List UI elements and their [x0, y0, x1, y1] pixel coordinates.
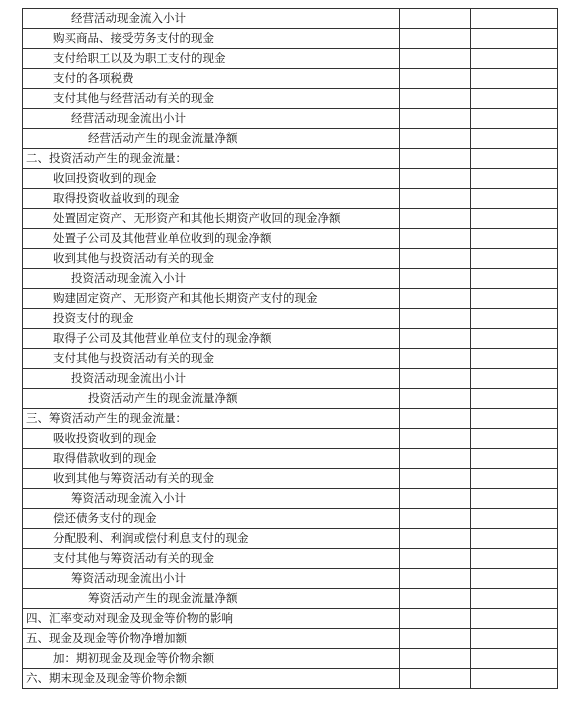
table-row: [23, 129, 558, 149]
row-label: 三、筹资活动产生的现金流量：: [23, 409, 400, 429]
current-period-cell: [400, 409, 471, 429]
table-row: [23, 489, 558, 509]
table-row: [23, 69, 558, 89]
row-label: 偿还债务支付的现金: [23, 509, 400, 529]
prior-period-cell: [471, 649, 558, 669]
row-label: 经营活动产生的现金流量净额: [23, 129, 400, 149]
table-row: [23, 469, 558, 489]
prior-period-cell: [471, 29, 558, 49]
current-period-cell: [400, 209, 471, 229]
current-period-cell: [400, 629, 471, 649]
current-period-cell: [400, 569, 471, 589]
row-label: 经营活动现金流出小计: [23, 109, 400, 129]
row-label: 筹资活动现金流出小计: [23, 569, 400, 589]
current-period-cell: [400, 469, 471, 489]
current-period-cell: [400, 549, 471, 569]
row-label: 取得借款收到的现金: [23, 449, 400, 469]
row-label: 投资活动现金流出小计: [23, 369, 400, 389]
row-label: 分配股利、利润或偿付利息支付的现金: [23, 529, 400, 549]
current-period-cell: [400, 529, 471, 549]
table-row: [23, 629, 558, 649]
current-period-cell: [400, 189, 471, 209]
current-period-cell: [400, 109, 471, 129]
current-period-cell: [400, 309, 471, 329]
prior-period-cell: [471, 229, 558, 249]
row-label: 处置固定资产、无形资产和其他长期资产收回的现金净额: [23, 209, 400, 229]
current-period-cell: [400, 589, 471, 609]
prior-period-cell: [471, 569, 558, 589]
current-period-cell: [400, 9, 471, 29]
prior-period-cell: [471, 529, 558, 549]
current-period-cell: [400, 669, 471, 689]
table-row: [23, 209, 558, 229]
table-row: [23, 9, 558, 29]
row-label: 支付其他与经营活动有关的现金: [23, 89, 400, 109]
current-period-cell: [400, 609, 471, 629]
prior-period-cell: [471, 9, 558, 29]
current-period-cell: [400, 29, 471, 49]
prior-period-cell: [471, 549, 558, 569]
table-row: [23, 149, 558, 169]
row-label: 取得投资收益收到的现金: [23, 189, 400, 209]
row-label: 收到其他与投资活动有关的现金: [23, 249, 400, 269]
table-row: [23, 349, 558, 369]
current-period-cell: [400, 489, 471, 509]
current-period-cell: [400, 169, 471, 189]
table-row: [23, 669, 558, 689]
current-period-cell: [400, 349, 471, 369]
table-row: [23, 369, 558, 389]
table-row: [23, 509, 558, 529]
table-row: [23, 449, 558, 469]
current-period-cell: [400, 49, 471, 69]
table-row: [23, 189, 558, 209]
table-row: [23, 409, 558, 429]
table-row: [23, 169, 558, 189]
row-label: 四、汇率变动对现金及现金等价物的影响: [23, 609, 400, 629]
table-row: [23, 429, 558, 449]
row-label: 收到其他与筹资活动有关的现金: [23, 469, 400, 489]
table-row: [23, 549, 558, 569]
current-period-cell: [400, 509, 471, 529]
row-label: 五、现金及现金等价物净增加额: [23, 629, 400, 649]
current-period-cell: [400, 389, 471, 409]
row-label: 投资活动现金流入小计: [23, 269, 400, 289]
table-row: [23, 589, 558, 609]
row-label: 吸收投资收到的现金: [23, 429, 400, 449]
prior-period-cell: [471, 489, 558, 509]
current-period-cell: [400, 69, 471, 89]
cash-flow-statement-page: [22, 8, 557, 689]
current-period-cell: [400, 229, 471, 249]
table-row: [23, 89, 558, 109]
prior-period-cell: [471, 389, 558, 409]
prior-period-cell: [471, 69, 558, 89]
prior-period-cell: [471, 669, 558, 689]
row-label: 筹资活动现金流入小计: [23, 489, 400, 509]
cash-flow-table-body: [23, 9, 558, 689]
prior-period-cell: [471, 309, 558, 329]
row-label: 二、投资活动产生的现金流量：: [23, 149, 400, 169]
table-row: [23, 329, 558, 349]
table-row: [23, 649, 558, 669]
prior-period-cell: [471, 589, 558, 609]
prior-period-cell: [471, 369, 558, 389]
row-label: 六、期末现金及现金等价物余额: [23, 669, 400, 689]
current-period-cell: [400, 89, 471, 109]
table-row: [23, 269, 558, 289]
table-row: [23, 249, 558, 269]
table-row: [23, 569, 558, 589]
prior-period-cell: [471, 129, 558, 149]
current-period-cell: [400, 649, 471, 669]
prior-period-cell: [471, 429, 558, 449]
prior-period-cell: [471, 269, 558, 289]
prior-period-cell: [471, 49, 558, 69]
row-label: 加：期初现金及现金等价物余额: [23, 649, 400, 669]
table-row: [23, 289, 558, 309]
row-label: 处置子公司及其他营业单位收到的现金净额: [23, 229, 400, 249]
prior-period-cell: [471, 409, 558, 429]
prior-period-cell: [471, 349, 558, 369]
row-label: 筹资活动产生的现金流量净额: [23, 589, 400, 609]
row-label: 收回投资收到的现金: [23, 169, 400, 189]
prior-period-cell: [471, 289, 558, 309]
prior-period-cell: [471, 469, 558, 489]
prior-period-cell: [471, 169, 558, 189]
current-period-cell: [400, 369, 471, 389]
row-label: 投资活动产生的现金流量净额: [23, 389, 400, 409]
row-label: 投资支付的现金: [23, 309, 400, 329]
current-period-cell: [400, 129, 471, 149]
current-period-cell: [400, 429, 471, 449]
prior-period-cell: [471, 609, 558, 629]
prior-period-cell: [471, 329, 558, 349]
table-row: [23, 109, 558, 129]
prior-period-cell: [471, 189, 558, 209]
table-row: [23, 529, 558, 549]
current-period-cell: [400, 329, 471, 349]
current-period-cell: [400, 449, 471, 469]
current-period-cell: [400, 269, 471, 289]
row-label: 支付的各项税费: [23, 69, 400, 89]
row-label: 支付其他与筹资活动有关的现金: [23, 549, 400, 569]
prior-period-cell: [471, 149, 558, 169]
current-period-cell: [400, 149, 471, 169]
row-label: 购建固定资产、无形资产和其他长期资产支付的现金: [23, 289, 400, 309]
table-row: [23, 29, 558, 49]
row-label: 支付其他与投资活动有关的现金: [23, 349, 400, 369]
current-period-cell: [400, 249, 471, 269]
row-label: 购买商品、接受劳务支付的现金: [23, 29, 400, 49]
prior-period-cell: [471, 449, 558, 469]
prior-period-cell: [471, 209, 558, 229]
table-row: [23, 389, 558, 409]
table-row: [23, 49, 558, 69]
row-label: 经营活动现金流入小计: [23, 9, 400, 29]
table-row: [23, 309, 558, 329]
table-row: [23, 229, 558, 249]
cash-flow-table: [22, 8, 558, 689]
prior-period-cell: [471, 249, 558, 269]
row-label: 取得子公司及其他营业单位支付的现金净额: [23, 329, 400, 349]
prior-period-cell: [471, 89, 558, 109]
prior-period-cell: [471, 629, 558, 649]
prior-period-cell: [471, 509, 558, 529]
row-label: 支付给职工以及为职工支付的现金: [23, 49, 400, 69]
table-row: [23, 609, 558, 629]
prior-period-cell: [471, 109, 558, 129]
current-period-cell: [400, 289, 471, 309]
